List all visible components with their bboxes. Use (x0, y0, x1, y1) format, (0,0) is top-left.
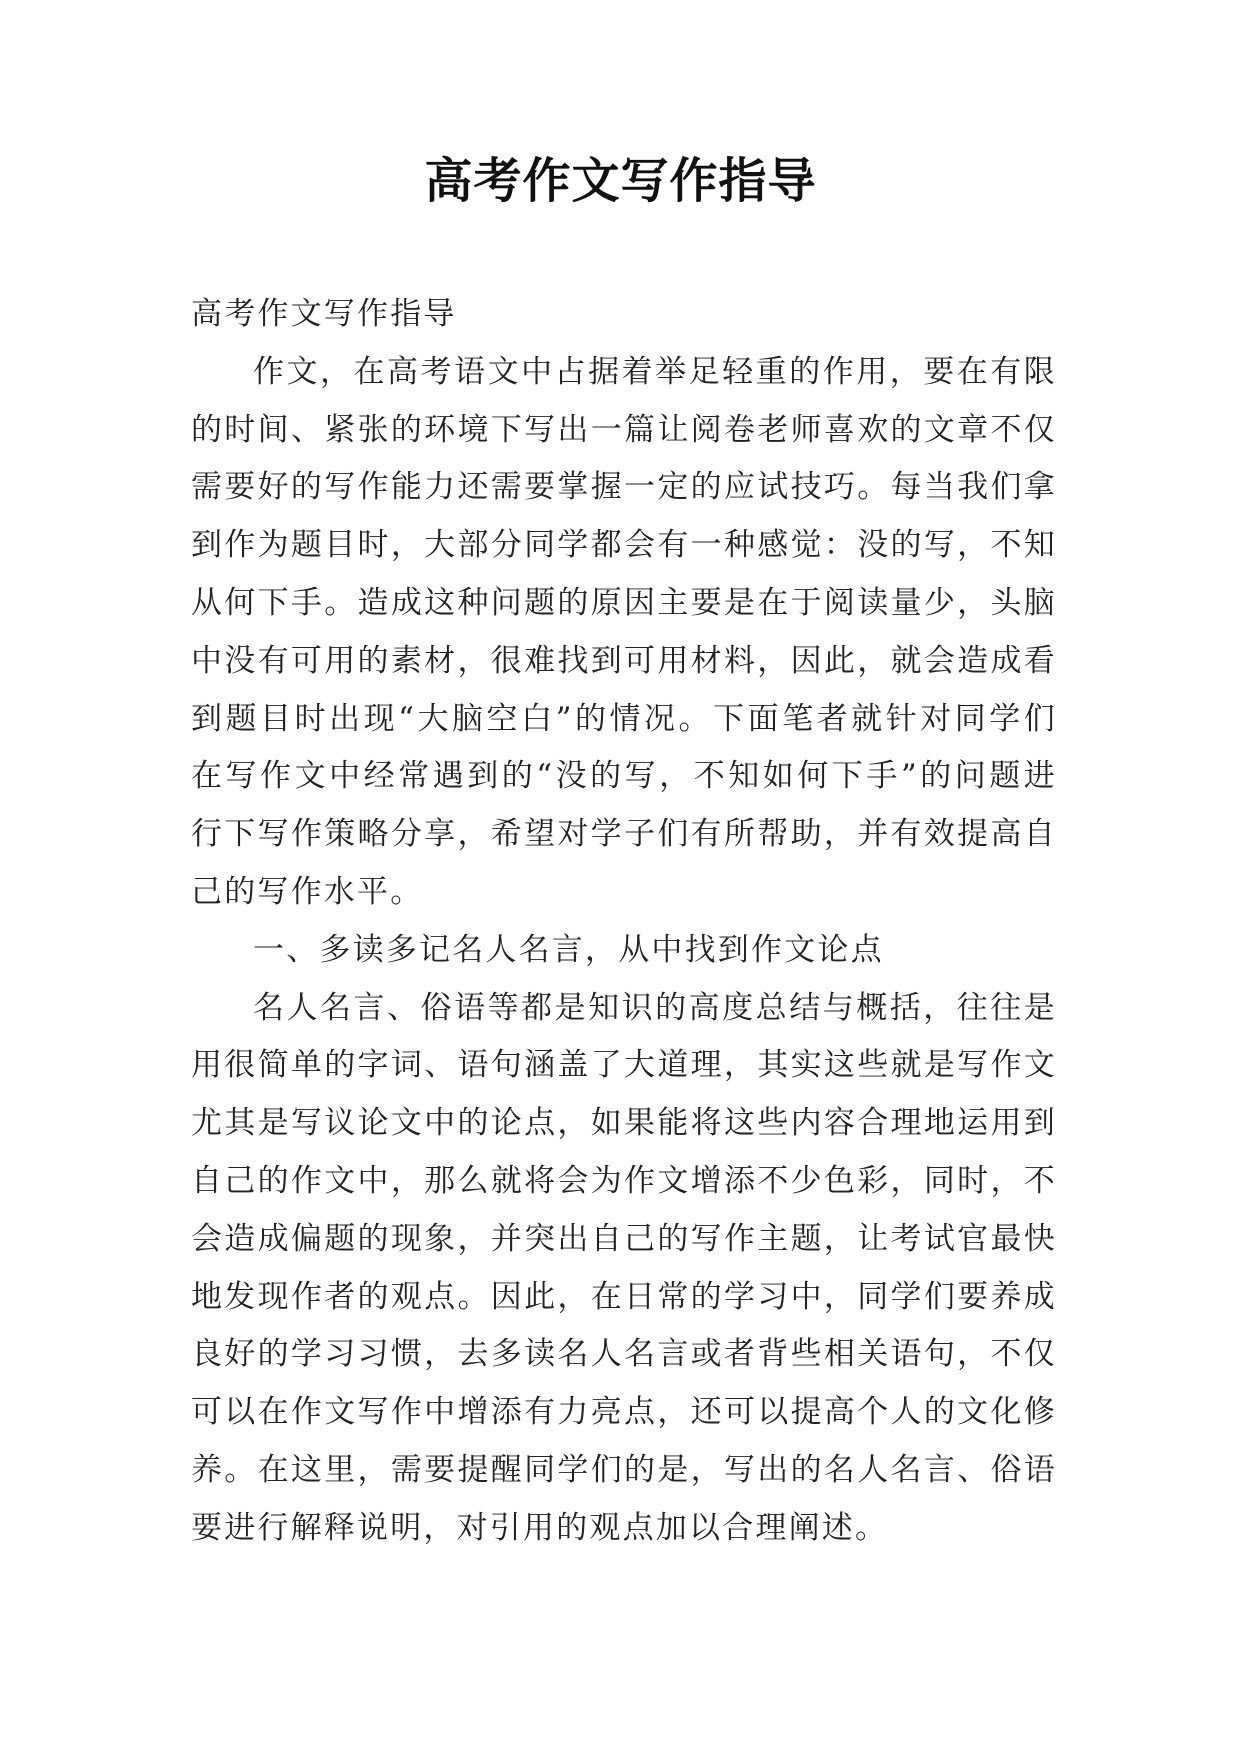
section-paragraph: 名人名言、俗语等都是知识的高度总结与概括，往往是用很简单的字词、语句涵盖了大道理，其实这些就是写作文尤其是写议论文中的论点，如果能将这些内容合理地运用到自己的作文中，那么就将会为作文增添不少色彩，同时，不会造成偏题的现象，并突出自己的写作主题，让考试官最快地发现作者的观点。因此，在日常的学习中，同学们要养成良好的学习习惯，去多读名人名言或者背些相关语句，不仅可以在作文写作中增添有力亮点，还可以提高个人的文化修养。在这里，需要提醒同学们的是，写出的名人名言、俗语要进行解释说明，对引用的观点加以合理阐述。 (191, 989, 1057, 1546)
document-subtitle: 高考作文写作指导 (191, 296, 457, 332)
intro-paragraph: 作文，在高考语文中占据着举足轻重的作用，要在有限的时间、紧张的环境下写出一篇让阅卷老师喜欢的文章不仅需要好的写作能力还需要掌握一定的应试技巧。每当我们拿到作为题目时，大部分同学都会有一种感觉：没的写，不知从何下手。造成这种问题的原因主要是在于阅读量少，头脑中没有可用的素材，很难找到可用材料，因此，就会造成看到题目时出现“大脑空白”的情况。下面笔者就针对同学们在写作文中经常遇到的“没的写，不知如何下手”的问题进行下写作策略分享，希望对学子们有所帮助，并有效提高自己的写作水平。 (191, 353, 1057, 910)
document-body (191, 286, 1057, 1558)
section-heading: 一、多读多记名人名言，从中找到作文论点 (253, 931, 884, 968)
document-title: 高考作文写作指导 (424, 153, 817, 209)
